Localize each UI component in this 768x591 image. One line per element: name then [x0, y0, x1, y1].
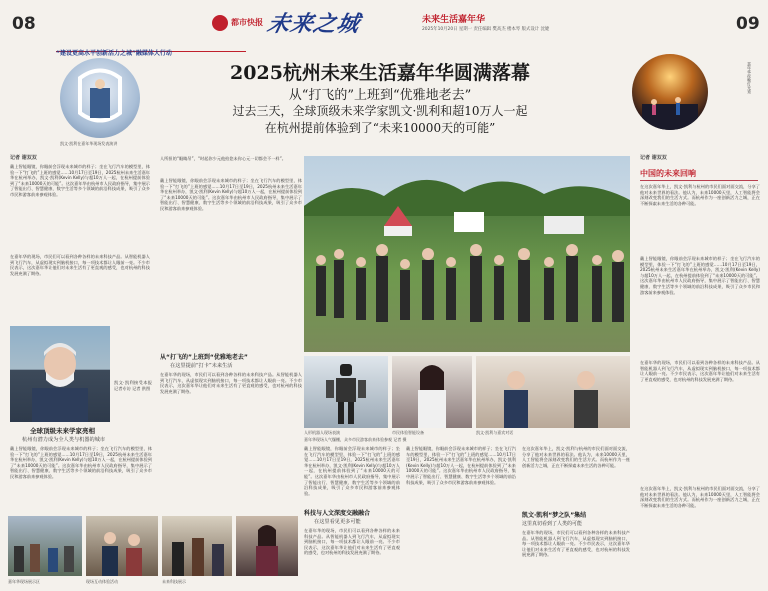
right-section-sub: 这里真切看到了人类的可能 — [522, 521, 583, 527]
bottom-photo-2 — [86, 516, 158, 576]
center-lower-text-2: 在嘉年华的现场，市民们可以看到各种各样的未来科技产品。从智能机器人到飞行汽车，从虚拟现实到脑机接口，每一项技术都让人眼前一亮。不少市民表示，这次嘉年华让他们对未来生活有了更直观的感受，也对杭州的科技发展充满了期待。 — [304, 528, 400, 556]
sub-headline-1: 从“打飞的”上班到“优雅地老去” — [288, 88, 472, 103]
bottom-photo-2-caption: 现场互动体验活动 — [86, 579, 118, 584]
mid-body-1: 戴上智能眼镜，你眼前会浮现未来城市的样子；坐在飞行汽车的模型里，体验一下“打飞的”上班的感觉……10月17日至19日，2025杭州未来生活嘉年华在杭州举办，凯文·凯利(Kevin Kelly)与超10万人一起，在杭州提前体验到了“未来10000天的可能”。这次嘉年华由杭州市人民政府指导，集中展示了智能出行、智慧健康、数字生活等多个领域的前沿科技成果，吸引了众多市民和游客前来参观体验。 — [160, 178, 302, 211]
sub-headline-2: 过去三天，全球顶级未来学家凯文·凯利和超10万人一起 — [232, 104, 528, 118]
photo-crowd-graphic — [8, 516, 82, 576]
bottom-photo-1-caption: 嘉年华现场展示区 — [8, 579, 40, 584]
device-user-graphic — [392, 356, 472, 428]
photo-visitors-graphic — [162, 516, 232, 576]
right-body-2: 戴上智能眼镜，你眼前会浮现未来城市的样子；坐在飞行汽车的模型里，体验一下“打飞的”上班的感觉……10月17日至19日，2025杭州未来生活嘉年华在杭州举办，凯文·凯利(Kevin Kelly)与超10万人一起，在杭州提前体验到了“未来10000天的可能”。这次嘉年华由杭州市人民政府指导，集中展示了智能出行、智慧健康、数字生活等多个领域的前沿科技成果，吸引了众多市民和游客前来参观体验。 — [640, 256, 760, 295]
night-circle-photo — [632, 54, 708, 130]
left-byline: 记者 谢双双 — [10, 155, 37, 161]
main-photo-caption: 嘉年华现场人气爆棚，众多市民游客前来体验参观 记者 摄 — [304, 437, 407, 442]
right-column-title: 中国的未来回响 — [640, 169, 696, 178]
bottom-photo-3-caption: 未来科技展示 — [162, 579, 186, 584]
section1-sub: 在这里提前“打卡”未来生活 — [170, 363, 233, 369]
kk-circle-photo — [60, 58, 140, 138]
robot-photo — [304, 356, 388, 428]
right-body-1: 在这次嘉年华上，凯文·凯利与杭州的市民们面对面交流，分享了他对未来世界的看法。他认为，未来10000天里，人工智能将会深刻改变我们的生活方式。而杭州作为一座创新活力之城，正在不断探索未来生活的各种可能。 — [640, 184, 760, 206]
left-body-text: 戴上智能眼镜，你眼前会浮现未来城市的样子；坐在飞行汽车的模型里，体验一下“打飞的”上班的感觉……10月17日至19日，2025杭州未来生活嘉年华在杭州举办，凯文·凯利(Kevin Kelly)与超10万人一起，在杭州提前体验到了“未来10000天的可能”。这次嘉年华由杭州市人民政府指导，集中展示了智能出行、智慧健康、数字生活等多个领域的前沿科技成果，吸引了众多市民和游客前来参观体验。 — [10, 164, 150, 197]
kicker-text: “建设更高水平创新活力之城”融媒体大行动 — [56, 50, 172, 57]
portrait-photo — [10, 326, 110, 422]
right-byline: 记者 谢双双 — [640, 155, 667, 161]
left-photo-caption: 凯文·凯利在嘉年华现场发表演讲 — [60, 141, 118, 146]
right-top-photo-caption: 嘉年华夜晚灯光秀 — [747, 62, 752, 94]
section3-sub: 在这里看见更多可能 — [314, 519, 361, 525]
left-page-number: 08 — [12, 14, 36, 34]
portrait-graphic — [10, 326, 110, 422]
photo-interaction-graphic — [86, 516, 158, 576]
device-photo — [392, 356, 472, 428]
mid-intro: 人所担的“眼睛吊”，“时起你少元他拾您未你心元一切都会不一样”。 — [160, 156, 286, 161]
kicker-bar — [56, 40, 246, 57]
left-body-text-2: 在嘉年华的现场，市民们可以看到各种各样的未来科技产品。从智能机器人到飞行汽车，从虚拟现实到脑机接口，每一项技术都让人眼前一亮。不少市民表示，这次嘉年华让他们对未来生活有了更直观的感受，也对杭州的科技发展充满了期待。 — [10, 254, 150, 276]
sculpture-graphic — [60, 58, 140, 138]
section-title: 未来生活嘉年华 — [422, 15, 486, 25]
section2-sub: 杭州有潜力成为全人类与机器的城市 — [22, 437, 106, 443]
bottom-photo-4 — [236, 516, 298, 576]
night-scene-graphic — [632, 54, 708, 130]
center-lower-text-3: 戴上智能眼镜，你眼前会浮现未来城市的样子；坐在飞行汽车的模型里，体验一下“打飞的”上班的感觉……10月17日至19日，2025杭州未来生活嘉年华在杭州举办，凯文·凯利(Kevin Kelly)与超10万人一起，在杭州提前体验到了“未来10000天的可能”。这次嘉年华由杭州市人民政府指导，集中展示了智能出行、智慧健康、数字生活等多个领域的前沿科技成果，吸引了众多市民和游客前来参观体验。 — [406, 446, 516, 485]
section-logo: 未来之城 — [264, 12, 363, 37]
dialogue-graphic — [476, 356, 630, 428]
main-headline: 2025杭州未来生活嘉年华圆满落幕 — [230, 62, 530, 84]
small-photo-2-caption: 市民体验智能设备 — [392, 430, 424, 435]
bottom-photo-3 — [162, 516, 232, 576]
section2-title: 全球顶级未来学家亮相 — [30, 427, 95, 435]
bottom-photo-1 — [8, 516, 82, 576]
photo-woman-graphic — [236, 516, 298, 576]
robot-graphic — [304, 356, 388, 428]
main-event-photo — [304, 156, 630, 352]
small-photo-3-caption: 凯文·凯利与嘉宾对话 — [476, 430, 514, 435]
right-title-rule — [640, 180, 758, 181]
header-info: 2025年10月20日 星期一 责任编辑 樊高杰 楼本琴 版式设计 沈婕 — [422, 27, 550, 32]
sub-headline-3: 在杭州提前体验到了“未来10000天的可能” — [264, 121, 496, 135]
speaker-photo — [476, 356, 630, 428]
event-crowd-graphic — [304, 156, 630, 352]
section3-title: 科技与人文深度交融融合 — [304, 510, 371, 517]
right-lower-text: 在嘉年华的现场，市民们可以看到各种各样的未来科技产品。从智能机器人到飞行汽车，从虚拟现实到脑机接口，每一项技术都让人眼前一亮。不少市民表示，这次嘉年华让他们对未来生活有了更直观的感受，也对杭州的科技发展充满了期待。 — [522, 530, 630, 558]
small-photo-1-caption: 人形机器人现场表演 — [304, 430, 340, 435]
center-lower-text-1: 戴上智能眼镜，你眼前会浮现未来城市的样子；坐在飞行汽车的模型里，体验一下“打飞的”上班的感觉……10月17日至19日，2025杭州未来生活嘉年华在杭州举办，凯文·凯利(Kevin Kelly)与超10万人一起，在杭州提前体验到了“未来10000天的可能”。这次嘉年华由杭州市人民政府指导，集中展示了智能出行、智慧健康、数字生活等多个领域的前沿科技成果，吸引了众多市民和游客前来参观体验。 — [304, 446, 400, 496]
right-body-3: 在嘉年华的现场，市民们可以看到各种各样的未来科技产品。从智能机器人到飞行汽车，从虚拟现实到脑机接口，每一项技术都让人眼前一亮。不少市民表示，这次嘉年华让他们对未来生活有了更直观的感受，也对杭州的科技发展充满了期待。 — [640, 360, 760, 382]
right-body-4: 在这次嘉年华上，凯文·凯利与杭州的市民们面对面交流，分享了他对未来世界的看法。他认为，未来10000天里，人工智能将会深刻改变我们的生活方式。而杭州作为一座创新活力之城，正在不断探索未来生活的各种可能。 — [640, 486, 760, 508]
right-section-title: 凯文·凯利“梦之队”集结 — [522, 512, 587, 519]
portrait-caption: 凯文·凯利接受本报记者专访 记者 供图 — [114, 380, 152, 391]
section1-title: 从“打飞的”上班到“优雅地老去” — [160, 354, 248, 361]
paper-logo — [212, 12, 268, 34]
paper-logo-text: 都市快报 — [231, 18, 263, 27]
left-body-text-3: 戴上智能眼镜，你眼前会浮现未来城市的样子；坐在飞行汽车的模型里，体验一下“打飞的”上班的感觉……10月17日至19日，2025杭州未来生活嘉年华在杭州举办，凯文·凯利(Kevin Kelly)与超10万人一起，在杭州提前体验到了“未来10000天的可能”。这次嘉年华由杭州市人民政府指导，集中展示了智能出行、智慧健康、数字生活等多个领域的前沿科技成果，吸引了众多市民和游客前来参观体验。 — [10, 446, 152, 479]
right-page-number: 09 — [736, 14, 760, 34]
mid-body-2: 在嘉年华的现场，市民们可以看到各种各样的未来科技产品。从智能机器人到飞行汽车，从虚拟现实到脑机接口，每一项技术都让人眼前一亮。不少市民表示，这次嘉年华让他们对未来生活有了更直观的感受，也对杭州的科技发展充满了期待。 — [160, 372, 302, 394]
center-lower-text-4: 在这次嘉年华上，凯文·凯利与杭州的市民们面对面交流，分享了他对未来世界的看法。他认为，未来10000天里，人工智能将会深刻改变我们的生活方式。而杭州作为一座创新活力之城，正在不断探索未来生活的各种可能。 — [522, 446, 630, 468]
